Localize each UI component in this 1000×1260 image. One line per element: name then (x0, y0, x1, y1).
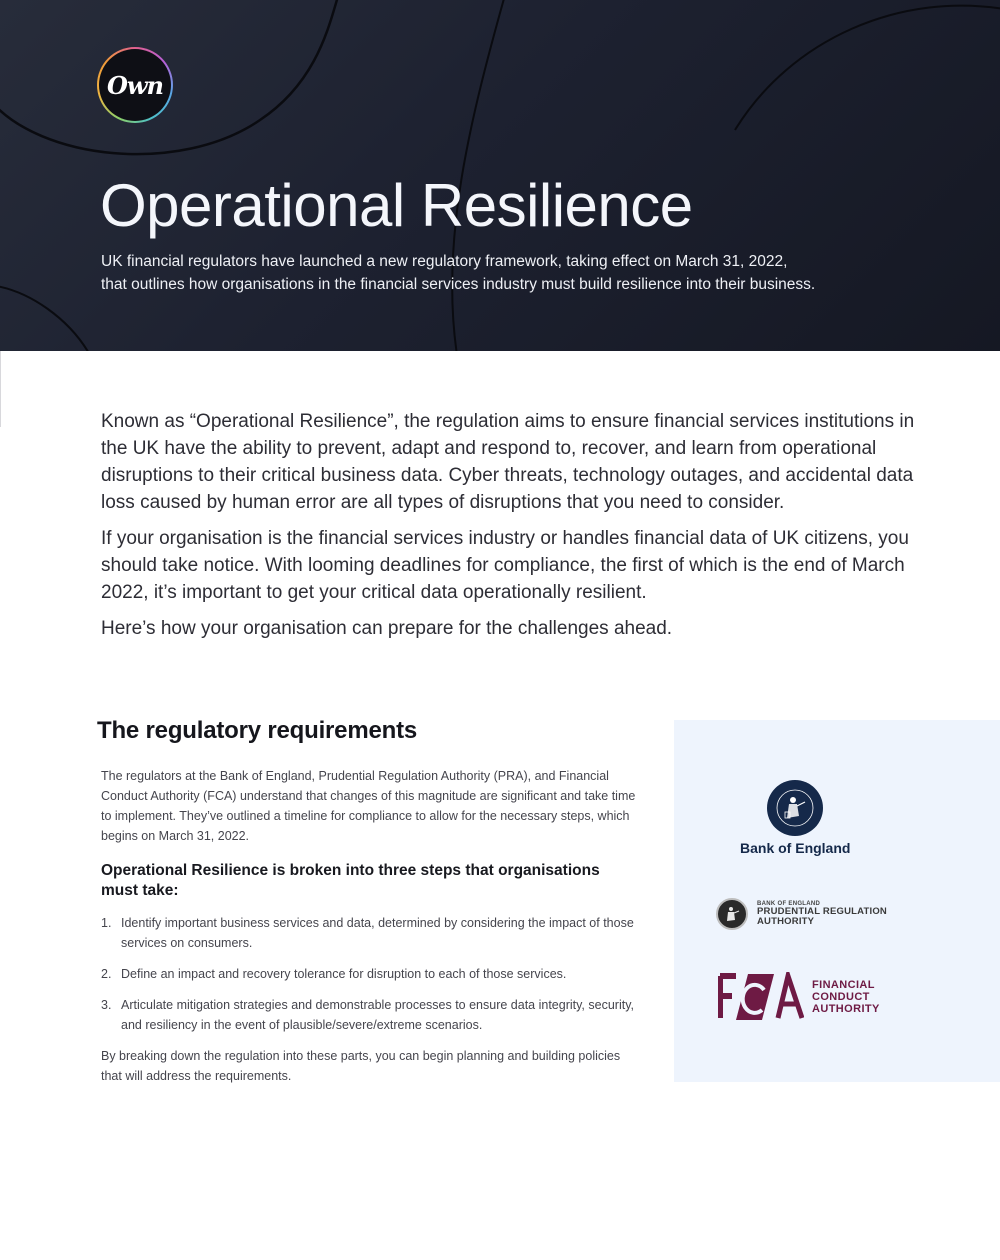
hero-banner (0, 0, 1000, 351)
bank-of-england-name: Bank of England (740, 840, 851, 856)
step-number: 3. (101, 998, 112, 1012)
step-text: Identify important business services and data, determined by considering the impact of those services on consumers. (121, 916, 634, 950)
steps-list (101, 913, 637, 1035)
page-title: Operational Resilience (100, 172, 693, 239)
fca-name-line: AUTHORITY (812, 1003, 880, 1015)
step-number: 1. (101, 916, 112, 930)
pra-parent-name: BANK OF ENGLAND (757, 901, 821, 907)
pra-logo (716, 898, 887, 930)
list-item (101, 913, 637, 953)
own-logo (97, 47, 173, 123)
pra-name-line: PRUDENTIAL REGULATION (757, 906, 887, 917)
section-heading: The regulatory requirements (97, 717, 418, 744)
pra-seal-icon (716, 898, 748, 930)
intro-paragraph: Here’s how your organisation can prepare for the challenges ahead. (101, 618, 673, 639)
step-number: 2. (101, 967, 112, 981)
pra-name-line: AUTHORITY (757, 916, 815, 927)
requirements-body: The regulators at the Bank of England, Prudential Regulation Authority (PRA), and Financial Conduct Authority (FCA) understand that changes of this magnitude are significant and take time to implement. They’ve outlined a timeline for compliance to allow for the necessary steps, which begins on March 31, 2022. (101, 769, 636, 843)
fca-name-line: CONDUCT (812, 991, 870, 1003)
hero-subtitle-line: UK financial regulators have launched a new regulatory framework, taking effect on March 31, 2022, (101, 253, 788, 270)
own-logo-text: Own (99, 49, 171, 121)
step-text: Articulate mitigation strategies and demonstrable processes to ensure data integrity, security, and resiliency in the event of plausible/severe/extreme scenarios. (121, 998, 634, 1032)
hero-subtitle (101, 250, 921, 296)
list-item (101, 995, 637, 1035)
fca-name-line: FINANCIAL (812, 979, 875, 991)
step-text: Define an impact and recovery tolerance for disruption to each of those services. (121, 967, 567, 981)
bank-of-england-logo (740, 780, 850, 856)
fca-mark-icon (718, 972, 804, 1022)
list-item (101, 964, 637, 984)
intro-section (101, 408, 921, 651)
pra-wordmark (757, 901, 887, 927)
intro-paragraph: If your organisation is the financial services industry or handles financial data of UK citizens, you should take notice. With looming deadlines for compliance, the first of which is the end of March 2022, it’s important to get your critical data operationally resilient. (101, 528, 909, 603)
steps-subheading: Operational Resilience is broken into three steps that organisations must take: (101, 862, 600, 899)
divider (0, 351, 1, 427)
britannia-seal-icon (767, 780, 823, 836)
regulator-logos-panel (674, 720, 1000, 1082)
intro-paragraph: Known as “Operational Resilience”, the regulation aims to ensure financial services institutions in the UK have the ability to prevent, adapt and respond to, recover, and learn from operational disruptions to their critical business data. Cyber threats, technology outages, and accidental data loss caused by human error are all types of disruptions that you need to consider. (101, 411, 915, 513)
requirements-closing: By breaking down the regulation into these parts, you can begin planning and building policies that will address the requirements. (101, 1049, 621, 1083)
fca-wordmark (812, 979, 880, 1015)
requirements-section (97, 714, 637, 1086)
fca-logo (718, 972, 880, 1022)
hero-subtitle-line: that outlines how organisations in the financial services industry must build resilience into their business. (101, 276, 816, 293)
